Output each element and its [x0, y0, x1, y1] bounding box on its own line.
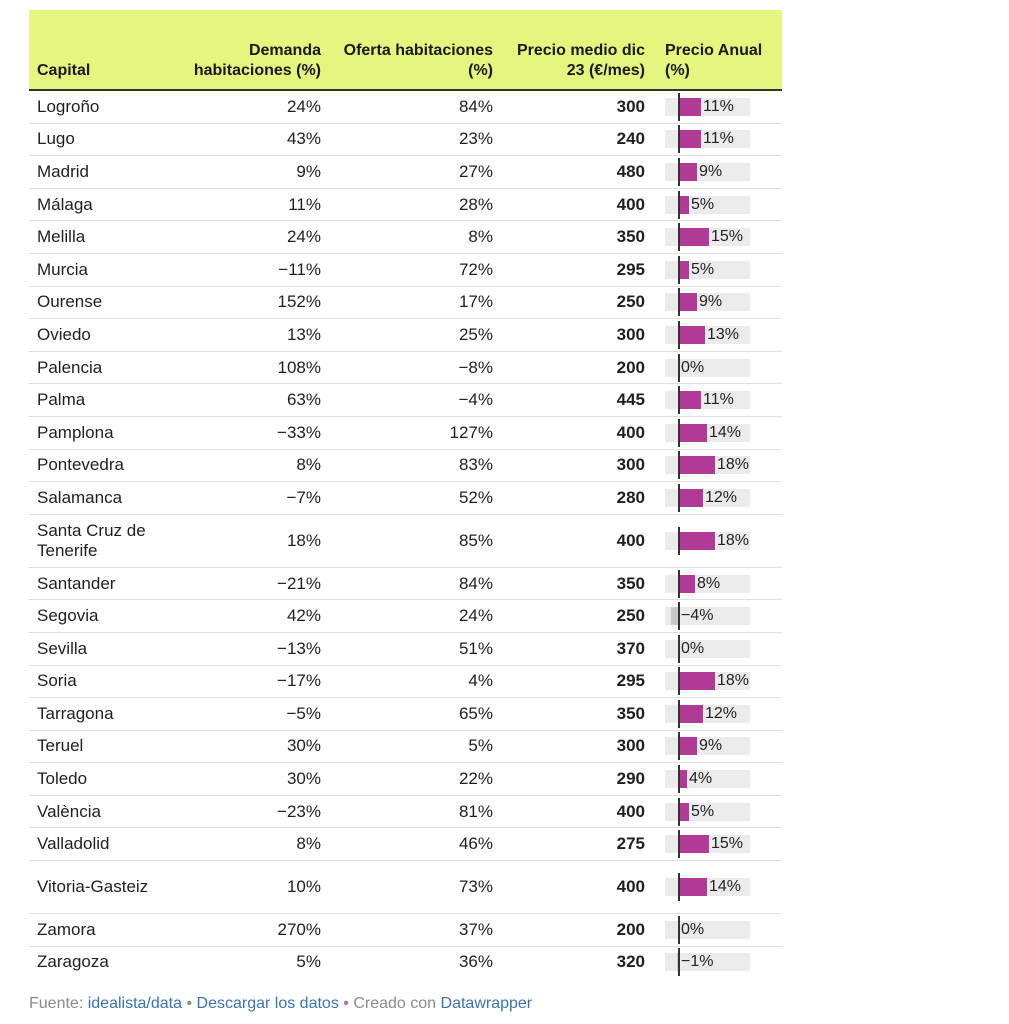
precio-anual-bar: [679, 532, 715, 550]
header-oferta[interactable]: Oferta habitaciones (%): [329, 10, 501, 90]
zero-axis-line: [678, 354, 680, 382]
table-row: [29, 449, 782, 482]
cell-demanda: 30%: [179, 730, 329, 763]
zero-axis-line: [678, 602, 680, 630]
cell-precio-anual: [651, 861, 782, 914]
cell-demanda: −7%: [179, 482, 329, 515]
table-row: [29, 665, 782, 698]
table-body: [29, 90, 782, 978]
cell-precio-medio: 295: [501, 665, 651, 698]
zero-axis-line: [678, 916, 680, 944]
bar-cell: [665, 833, 765, 855]
table-row: [29, 123, 782, 156]
precio-anual-bar: [679, 391, 701, 409]
cell-precio-anual: [651, 632, 782, 665]
bar-cell: [665, 291, 765, 313]
table-row: [29, 221, 782, 254]
bar-cell: [665, 876, 765, 898]
precio-anual-bar: [679, 163, 697, 181]
bar-value-label: 0%: [681, 358, 705, 376]
cell-precio-medio: 275: [501, 828, 651, 861]
cell-demanda: 10%: [179, 861, 329, 914]
cell-precio-medio: 400: [501, 188, 651, 221]
bar-value-label: −1%: [681, 953, 714, 971]
cell-precio-medio: 300: [501, 319, 651, 352]
table-row: [29, 384, 782, 417]
cell-precio-anual: [651, 914, 782, 947]
cell-capital: Palma: [29, 384, 179, 417]
zero-axis-line: [678, 93, 680, 121]
precio-anual-bar: [679, 261, 689, 279]
bar-value-label: 15%: [711, 228, 744, 246]
bar-cell: [665, 357, 765, 379]
header-precio-medio[interactable]: Precio medio dic 23 (€/mes): [501, 10, 651, 90]
table-row: [29, 632, 782, 665]
cell-capital: Logroño: [29, 90, 179, 123]
table-row: [29, 319, 782, 352]
bar-cell: [665, 194, 765, 216]
cell-capital: València: [29, 795, 179, 828]
header-demanda[interactable]: Demanda habitaciones (%): [179, 10, 329, 90]
separator-dot: •: [186, 995, 193, 1012]
bar-cell: [665, 670, 765, 692]
bar-value-label: 15%: [711, 835, 744, 853]
cell-precio-anual: [651, 156, 782, 189]
cell-capital: Teruel: [29, 730, 179, 763]
cell-precio-anual: [651, 188, 782, 221]
table-row: [29, 763, 782, 796]
cell-precio-anual: [651, 763, 782, 796]
zero-axis-line: [678, 256, 680, 284]
table-row: [29, 482, 782, 515]
cell-oferta: 46%: [329, 828, 501, 861]
table-row: [29, 514, 782, 567]
zero-axis-line: [678, 191, 680, 219]
cell-precio-medio: 300: [501, 90, 651, 123]
zero-axis-line: [678, 765, 680, 793]
precio-anual-bar: [679, 835, 709, 853]
zero-axis-line: [678, 321, 680, 349]
cell-demanda: 24%: [179, 90, 329, 123]
bar-value-label: 9%: [699, 737, 723, 755]
zero-axis-line: [678, 223, 680, 251]
cell-demanda: 43%: [179, 123, 329, 156]
cell-precio-anual: [651, 698, 782, 731]
cell-precio-medio: 200: [501, 351, 651, 384]
table-row: [29, 188, 782, 221]
bar-value-label: 12%: [705, 704, 738, 722]
bar-cell: [665, 487, 765, 509]
table-row: [29, 914, 782, 947]
precio-anual-bar: [679, 737, 697, 755]
bar-cell: [665, 801, 765, 823]
bar-cell: [665, 226, 765, 248]
bar-value-label: 5%: [691, 195, 715, 213]
cell-demanda: 108%: [179, 351, 329, 384]
download-data-link[interactable]: Descargar los datos: [196, 995, 339, 1012]
cell-demanda: −33%: [179, 416, 329, 449]
table-row: [29, 90, 782, 123]
cell-oferta: 51%: [329, 632, 501, 665]
cell-capital: Melilla: [29, 221, 179, 254]
precio-anual-bar: [679, 456, 715, 474]
cell-capital: Soria: [29, 665, 179, 698]
cell-precio-anual: [651, 319, 782, 352]
cell-demanda: 8%: [179, 449, 329, 482]
cell-precio-medio: 400: [501, 514, 651, 567]
cell-demanda: 18%: [179, 514, 329, 567]
zero-axis-line: [678, 700, 680, 728]
cell-oferta: 84%: [329, 90, 501, 123]
cell-oferta: 27%: [329, 156, 501, 189]
cell-precio-medio: 320: [616, 952, 645, 972]
cell-precio-anual: [651, 828, 782, 861]
cell-precio-medio: 280: [501, 482, 651, 515]
table-row: [29, 861, 782, 914]
cell-demanda: 152%: [179, 286, 329, 319]
cell-capital: Santander: [29, 567, 179, 600]
bar-value-label: 0%: [681, 639, 705, 657]
source-link[interactable]: idealista/data: [87, 995, 183, 1012]
table-row: [29, 567, 782, 600]
cell-demanda: 24%: [179, 221, 329, 254]
cell-oferta: 24%: [329, 600, 501, 633]
separator-dot: •: [343, 995, 349, 1012]
bar-value-label: 5%: [691, 260, 715, 278]
bar-cell: [665, 605, 765, 627]
precio-anual-bar: [679, 196, 689, 214]
cell-oferta: 23%: [329, 123, 501, 156]
cell-precio-anual: [651, 449, 782, 482]
bar-value-label: 18%: [717, 531, 750, 549]
cell-precio-anual: [651, 90, 782, 123]
zero-axis-line: [678, 570, 680, 598]
table-row: [29, 286, 782, 319]
bar-value-label: −4%: [681, 607, 714, 625]
precio-anual-bar: [679, 98, 701, 116]
cell-capital: Zamora: [29, 914, 179, 947]
cell-demanda: 9%: [179, 156, 329, 189]
zero-axis-line: [678, 873, 680, 901]
bar-cell: [665, 454, 765, 476]
cell-precio-anual: [651, 946, 782, 978]
bar-value-label: 18%: [717, 456, 750, 474]
bar-value-label: 18%: [717, 672, 750, 690]
cell-precio-medio: 400: [501, 416, 651, 449]
cell-demanda: 8%: [179, 828, 329, 861]
cell-capital: Murcia: [29, 253, 179, 286]
cell-demanda: 13%: [179, 319, 329, 352]
cell-capital: Málaga: [29, 188, 179, 221]
cell-precio-medio: 370: [501, 632, 651, 665]
cell-precio-anual: [651, 416, 782, 449]
cell-precio-anual: [651, 730, 782, 763]
cell-demanda: −21%: [179, 567, 329, 600]
bar-cell: [665, 919, 765, 941]
cell-precio-anual: [651, 795, 782, 828]
table-row: [29, 698, 782, 731]
bar-cell: [665, 324, 765, 346]
cell-oferta: 85%: [329, 514, 501, 567]
cell-oferta: −4%: [329, 384, 501, 417]
table-row: [29, 156, 782, 189]
table-row: [29, 253, 782, 286]
cell-capital: Oviedo: [29, 319, 179, 352]
cell-precio-medio: 350: [501, 567, 651, 600]
zero-axis-line: [678, 158, 680, 186]
source-label: Fuente:: [29, 995, 84, 1012]
data-table-container: [29, 10, 782, 978]
precio-anual-bar: [679, 489, 703, 507]
cell-oferta: −8%: [329, 351, 501, 384]
cell-capital: Lugo: [29, 123, 179, 156]
zero-axis-line: [678, 419, 680, 447]
table-row: [29, 416, 782, 449]
cell-precio-anual: [651, 384, 782, 417]
table-header-row: [29, 10, 782, 90]
cell-oferta: 36%: [458, 952, 493, 972]
cell-precio-medio: 250: [501, 286, 651, 319]
cell-oferta: 72%: [329, 253, 501, 286]
cell-oferta: 73%: [329, 861, 501, 914]
precio-anual-bar: [679, 705, 703, 723]
bar-cell: [665, 161, 765, 183]
zero-axis-line: [678, 386, 680, 414]
cell-precio-medio: 295: [501, 253, 651, 286]
cell-oferta: 81%: [329, 795, 501, 828]
bar-value-label: 8%: [697, 574, 721, 592]
zero-axis-line: [678, 830, 680, 858]
cell-demanda: −17%: [179, 665, 329, 698]
cell-capital: Sevilla: [29, 632, 179, 665]
precio-anual-bar: [679, 130, 701, 148]
bar-cell: [665, 951, 765, 973]
cell-demanda: −23%: [179, 795, 329, 828]
cell-oferta: 17%: [329, 286, 501, 319]
cell-precio-anual: [651, 221, 782, 254]
cell-precio-medio: 480: [501, 156, 651, 189]
cell-precio-anual: [651, 351, 782, 384]
table-row: [29, 351, 782, 384]
header-precio-anual[interactable]: Precio Anual (%): [651, 10, 782, 90]
table-row: [29, 730, 782, 763]
bar-value-label: 13%: [707, 325, 740, 343]
zero-axis-line: [678, 527, 680, 555]
cell-oferta: 25%: [329, 319, 501, 352]
precio-anual-bar: [679, 424, 707, 442]
cell-oferta: 4%: [329, 665, 501, 698]
bar-value-label: 9%: [699, 293, 723, 311]
cell-capital: Pontevedra: [29, 449, 179, 482]
header-capital[interactable]: Capital: [29, 10, 179, 90]
zero-axis-line: [678, 125, 680, 153]
bar-value-label: 14%: [709, 423, 742, 441]
cell-capital: Valladolid: [29, 828, 179, 861]
bar-cell: [665, 128, 765, 150]
bar-cell: [665, 422, 765, 444]
precio-anual-bar: [679, 672, 715, 690]
cell-demanda: 42%: [179, 600, 329, 633]
cell-demanda: −13%: [179, 632, 329, 665]
cell-precio-medio: 240: [501, 123, 651, 156]
zero-axis-line: [678, 948, 680, 976]
precio-anual-bar: [679, 228, 709, 246]
cell-demanda: −11%: [179, 253, 329, 286]
cell-oferta: 5%: [329, 730, 501, 763]
bar-value-label: 0%: [681, 920, 705, 938]
zero-axis-line: [678, 667, 680, 695]
cell-capital: Zaragoza: [37, 952, 109, 972]
cell-precio-anual: [651, 600, 782, 633]
cell-precio-medio: 290: [501, 763, 651, 796]
bar-cell: [665, 768, 765, 790]
cell-demanda: 270%: [179, 914, 329, 947]
cell-capital: Pamplona: [29, 416, 179, 449]
cell-precio-medio: 400: [501, 861, 651, 914]
cell-oferta: 52%: [329, 482, 501, 515]
zero-axis-line: [678, 451, 680, 479]
bar-value-label: 11%: [703, 391, 734, 409]
zero-axis-line: [678, 635, 680, 663]
cell-precio-medio: 445: [501, 384, 651, 417]
cell-oferta: 22%: [329, 763, 501, 796]
bar-cell: [665, 389, 765, 411]
cell-capital: Ourense: [29, 286, 179, 319]
bar-cell: [665, 573, 765, 595]
bar-cell: [665, 259, 765, 281]
cell-oferta: 28%: [329, 188, 501, 221]
cell-capital: Tarragona: [29, 698, 179, 731]
cell-precio-anual: [651, 253, 782, 286]
cell-capital: Vitoria-Gasteiz: [29, 861, 179, 914]
datawrapper-link[interactable]: Datawrapper: [440, 995, 533, 1012]
cell-oferta: 83%: [329, 449, 501, 482]
cell-capital: Toledo: [29, 763, 179, 796]
bar-cell: [665, 638, 765, 660]
bar-value-label: 14%: [709, 878, 742, 896]
zero-axis-line: [678, 484, 680, 512]
cell-precio-medio: 350: [501, 221, 651, 254]
bar-value-label: 11%: [703, 130, 734, 148]
cell-oferta: 8%: [329, 221, 501, 254]
cell-precio-medio: 300: [501, 730, 651, 763]
table-row: [29, 828, 782, 861]
cell-precio-anual: [651, 286, 782, 319]
cell-capital: Segovia: [29, 600, 179, 633]
cell-oferta: 37%: [329, 914, 501, 947]
bar-value-label: 11%: [703, 97, 734, 115]
precio-anual-bar: [679, 803, 689, 821]
precio-anual-bar: [679, 326, 705, 344]
cell-oferta: 84%: [329, 567, 501, 600]
zero-axis-line: [678, 732, 680, 760]
table-row: [29, 946, 782, 978]
bar-value-label: 4%: [689, 770, 713, 788]
cell-precio-medio: 400: [501, 795, 651, 828]
precio-anual-bar: [679, 293, 697, 311]
data-table: [29, 10, 782, 978]
table-row: [29, 795, 782, 828]
cell-demanda: 5%: [296, 952, 321, 972]
bar-cell: [665, 96, 765, 118]
cell-oferta: 127%: [329, 416, 501, 449]
precio-anual-bar: [679, 878, 707, 896]
cell-precio-anual: [651, 567, 782, 600]
cell-capital: Madrid: [29, 156, 179, 189]
cell-demanda: −5%: [179, 698, 329, 731]
cell-demanda: 11%: [179, 188, 329, 221]
cell-capital: Santa Cruz de Tenerife: [29, 514, 179, 567]
cell-capital: Salamanca: [29, 482, 179, 515]
footer: [29, 995, 532, 1013]
zero-axis-line: [678, 798, 680, 826]
cell-precio-anual: [651, 665, 782, 698]
cell-precio-anual: [651, 482, 782, 515]
cell-precio-anual: [651, 514, 782, 567]
bar-cell: [665, 703, 765, 725]
zero-axis-line: [678, 288, 680, 316]
cell-demanda: 30%: [179, 763, 329, 796]
cell-demanda: 63%: [179, 384, 329, 417]
precio-anual-bar: [679, 770, 687, 788]
cell-precio-medio: 200: [501, 914, 651, 947]
bar-cell: [665, 530, 765, 552]
cell-precio-medio: 350: [501, 698, 651, 731]
cell-precio-anual: [651, 123, 782, 156]
table-row: [29, 600, 782, 633]
bar-cell: [665, 735, 765, 757]
cell-precio-medio: 250: [501, 600, 651, 633]
bar-value-label: 5%: [691, 802, 715, 820]
created-label: Creado con: [353, 995, 437, 1012]
cell-oferta: 65%: [329, 698, 501, 731]
precio-anual-bar: [679, 575, 695, 593]
bar-value-label: 9%: [699, 162, 723, 180]
cell-capital: Palencia: [29, 351, 179, 384]
bar-value-label: 12%: [705, 488, 738, 506]
cell-precio-medio: 300: [501, 449, 651, 482]
